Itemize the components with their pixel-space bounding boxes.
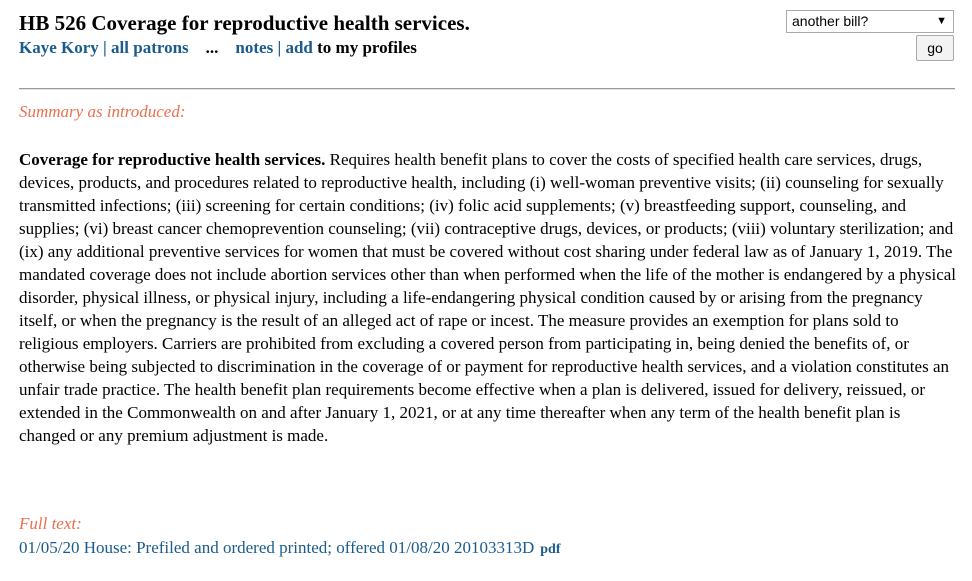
summary-text <box>19 148 959 447</box>
add-link[interactable]: add <box>285 38 313 57</box>
another-bill-select[interactable] <box>786 10 954 33</box>
dropdown-arrow-icon: ▼ <box>936 15 947 27</box>
pdf-link[interactable]: pdf <box>540 542 561 557</box>
bill-title: HB 526 Coverage for reproductive health services. <box>19 11 470 35</box>
ellipsis-text: ... <box>205 38 219 57</box>
bill-picker <box>786 10 954 56</box>
full-text-entry-row <box>19 537 560 561</box>
link-separator: | <box>98 38 112 57</box>
all-patrons-link[interactable]: all patrons <box>111 38 189 57</box>
patron-links <box>19 37 779 59</box>
select-value: another bill? <box>792 13 869 29</box>
go-button[interactable]: go <box>916 35 954 61</box>
summary-lead: Coverage for reproductive health services. <box>19 150 326 169</box>
summary-body: Requires health benefit plans to cover the costs of specified health care services, drugs, devices, products, and procedures related to reproductive health, including (i) well-woman preventive visits; (ii) counseling for sexually transmitted infections; (iii) screening for certain conditions; (iv) folic acid supplements; (v) breastfeeding support, counseling, and supplies; (vi) breast cancer chemoprevention counseling; (vii) contraceptive drugs, devices, or products; (viii) voluntary sterilization; and (ix) any additional preventive services for women that must be covered without cost sharing under federal law as of January 1, 2019. The mandated coverage does not include abortion services other than when performed when the life of the mother is endangered by a physical disorder, physical illness, or physical injury, including a life-endangering physical condition caused by or arising from the pregnancy itself, or when the pregnancy is the result of an alleged act of rape or incest. The measure provides an exemption for plans sold to religious employers. Carriers are prohibited from excluding a covered person from participating in, being denied the benefits of, or otherwise being subjected to discrimination in the coverage of or payment for reproductive health services, and a violation constitutes an unfair trade practice. The health benefit plan requirements become effective when a plan is delivered, issued for delivery, reissued, or extended in the Commonwealth on and after January 1, 2021, or at any time thereafter when any term of the health benefit plan is changed or any premium adjustment is made. <box>19 150 957 445</box>
full-text-heading: Full text: <box>19 514 82 533</box>
bill-header <box>19 10 779 59</box>
link-separator: | <box>273 38 286 57</box>
summary-heading: Summary as introduced: <box>19 102 186 121</box>
notes-link[interactable]: notes <box>235 38 274 57</box>
patron-link[interactable]: Kaye Kory <box>19 38 99 57</box>
to-profiles-text: to my profiles <box>312 38 417 57</box>
full-text-entry-link[interactable]: 01/05/20 House: Prefiled and ordered printed; offered 01/08/20 20103313D <box>19 538 535 557</box>
divider <box>19 88 955 90</box>
